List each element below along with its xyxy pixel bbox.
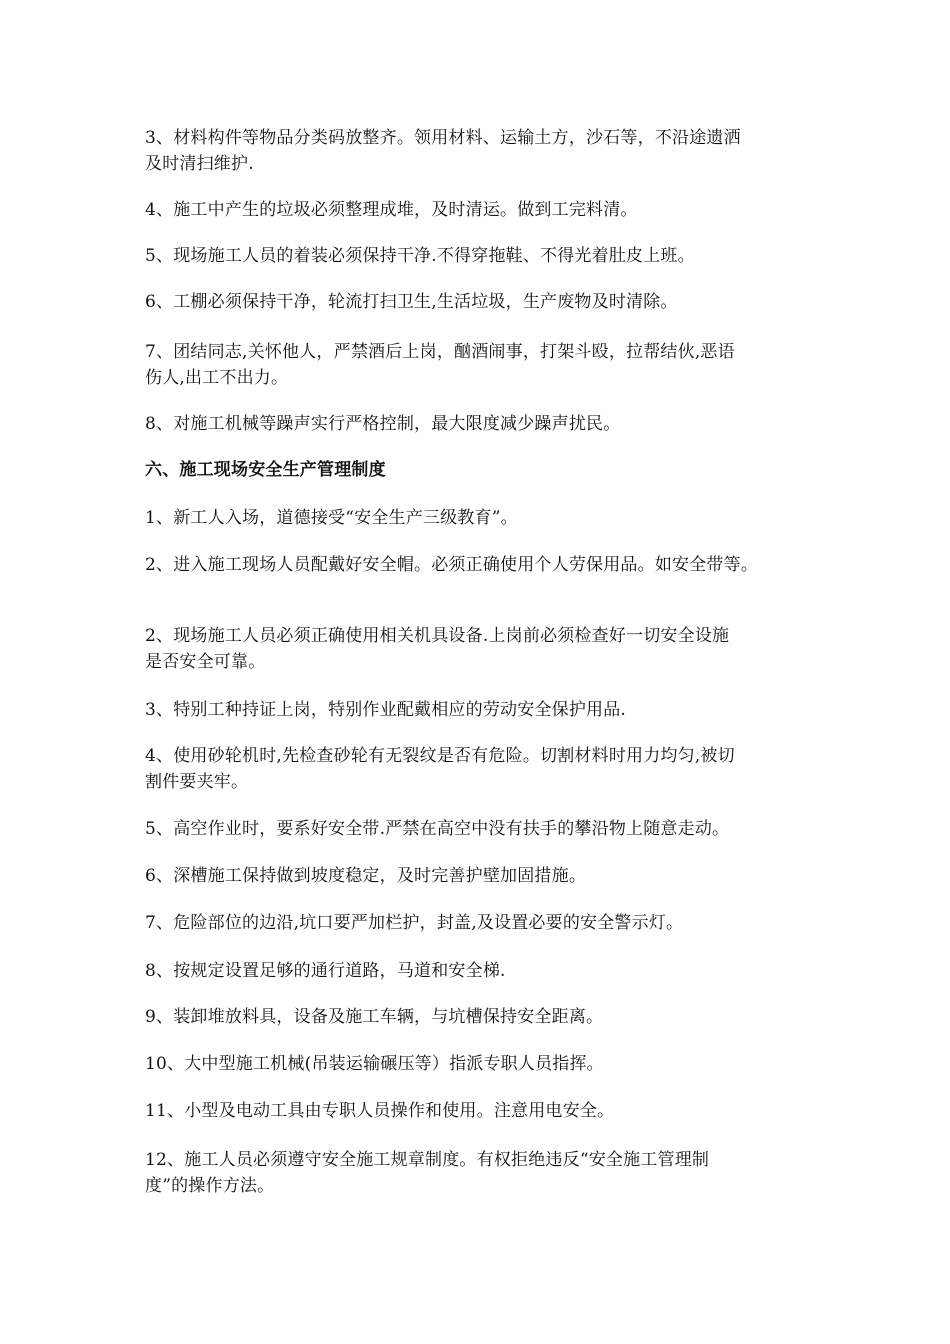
safety-item-2a: 2、进入施工现场人员配戴好安全帽。必须正确使用个人劳保用品。如安全带等。: [145, 555, 759, 575]
safety-item-7: 7、危险部位的边沿,坑口要严加栏护，封盖,及设置必要的安全警示灯。: [145, 913, 684, 933]
item-3-line-2: 及时清扫维护.: [145, 154, 254, 174]
safety-item-12-line-1: 12、施工人员必须遵守安全施工规章制度。有权拒绝违反“安全施工管理制: [145, 1150, 710, 1170]
safety-item-9: 9、装卸堆放料具，设备及施工车辆，与坑槽保持安全距离。: [145, 1007, 604, 1027]
item-6: 6、工棚必须保持干净，轮流打扫卫生,生活垃圾，生产废物及时清除。: [145, 292, 678, 312]
item-7-line-1: 7、团结同志,关怀他人，严禁酒后上岗，酗酒闹事，打架斗殴，拉帮结伙,恶语: [145, 342, 735, 362]
safety-item-5: 5、高空作业时，要系好安全带.严禁在高空中没有扶手的攀沿物上随意走动。: [145, 819, 730, 839]
safety-item-2b-line-2: 是否安全可靠。: [145, 652, 266, 672]
safety-item-6: 6、深槽施工保持做到坡度稳定，及时完善护壁加固措施。: [145, 866, 587, 886]
section-heading: 六、施工现场安全生产管理制度: [145, 460, 386, 480]
item-4: 4、施工中产生的垃圾必须整理成堆，及时清运。做到工完料清。: [145, 200, 638, 220]
item-7-line-2: 伤人,出工不出力。: [145, 368, 289, 388]
safety-item-10: 10、大中型施工机械(吊装运输碾压等）指派专职人员指挥。: [145, 1054, 604, 1074]
safety-item-4-line-1: 4、使用砂轮机时,先检查砂轮有无裂纹是否有危险。切割材料时用力均匀,被切: [145, 746, 735, 766]
safety-item-12-line-2: 度”的操作方法。: [145, 1176, 275, 1196]
safety-item-2b-line-1: 2、现场施工人员必须正确使用相关机具设备.上岗前必须检查好一切安全设施: [145, 626, 730, 646]
item-8: 8、对施工机械等躁声实行严格控制，最大限度减少躁声扰民。: [145, 414, 621, 434]
safety-item-1: 1、新工人入场，道德接受“安全生产三级教育”。: [145, 508, 518, 528]
safety-item-4-line-2: 割件要夹牢。: [145, 772, 249, 792]
safety-item-11: 11、小型及电动工具由专职人员操作和使用。注意用电安全。: [145, 1101, 615, 1121]
item-3-line-1: 3、材料构件等物品分类码放整齐。领用材料、运输土方，沙石等，不沿途遗洒: [145, 128, 741, 148]
safety-item-8: 8、按规定设置足够的通行道路，马道和安全梯.: [145, 961, 506, 981]
safety-item-3: 3、特别工种持证上岗，特别作业配戴相应的劳动安全保护用品.: [145, 700, 627, 720]
item-5: 5、现场施工人员的着装必须保持干净.不得穿拖鞋、不得光着肚皮上班。: [145, 246, 695, 266]
